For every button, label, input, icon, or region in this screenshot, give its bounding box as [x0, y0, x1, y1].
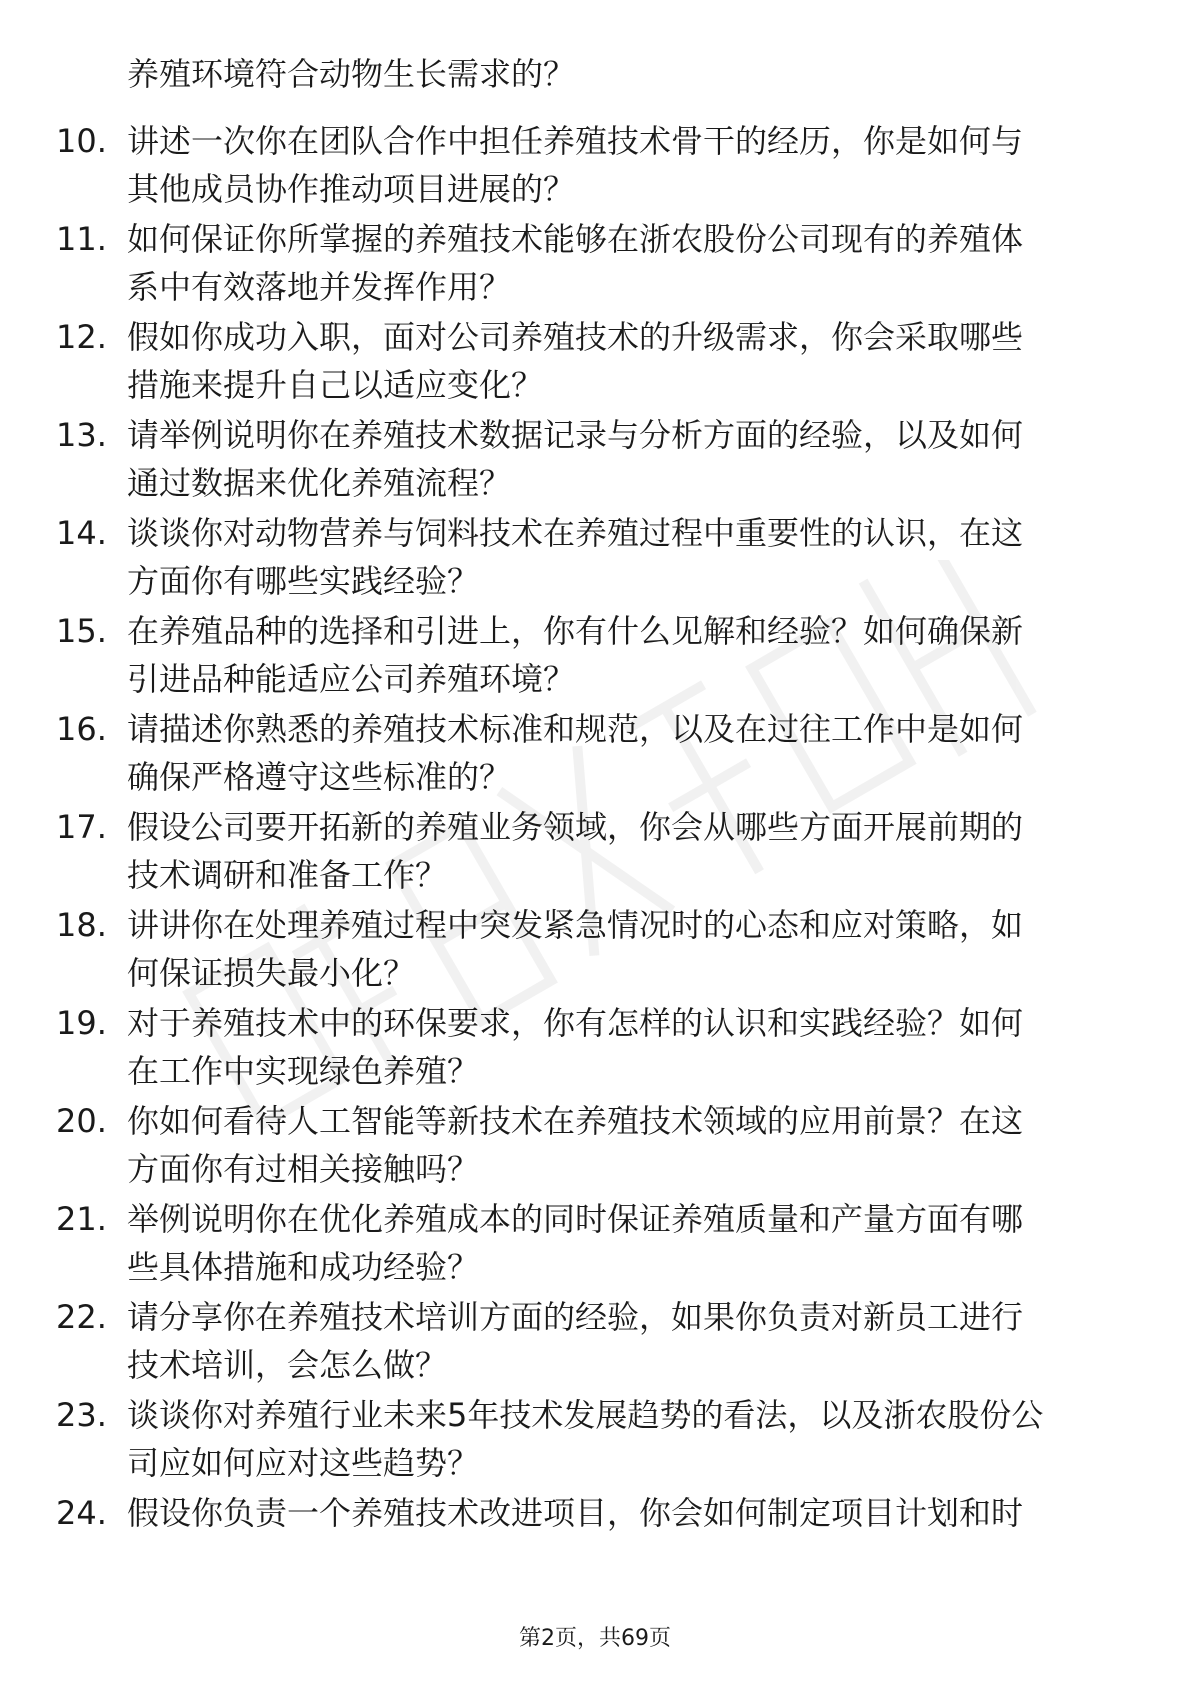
question-text: [127, 411, 1127, 507]
question-number: 19.: [56, 1004, 107, 1042]
question-item: [0, 1293, 1190, 1391]
question-text-line: 谈谈你对动物营养与饲料技术在养殖过程中重要性的认识，在这: [127, 514, 1024, 552]
question-text-line: 通过数据来优化养殖流程？: [127, 464, 512, 502]
question-text-line: 假设公司要开拓新的养殖业务领域，你会从哪些方面开展前期的: [127, 808, 1024, 846]
question-text-line: 确保严格遵守这些标准的？: [127, 758, 512, 796]
question-number: 14.: [56, 514, 107, 552]
page-footer: 第2页，共69页: [519, 1626, 671, 1651]
question-text-line: 假设你负责一个养殖技术改进项目，你会如何制定项目计划和时: [127, 1494, 1024, 1532]
question-text: [127, 1195, 1127, 1291]
question-text-line: 请描述你熟悉的养殖技术标准和规范，以及在过往工作中是如何: [127, 710, 1024, 748]
question-item: [0, 803, 1190, 901]
question-text: [127, 117, 1127, 213]
question-number: 15.: [56, 612, 107, 650]
question-text: [127, 901, 1127, 997]
question-text-line: 引进品种能适应公司养殖环境？: [127, 660, 576, 698]
question-text-line: 举例说明你在优化养殖成本的同时保证养殖质量和产量方面有哪: [127, 1200, 1024, 1238]
question-text: [127, 803, 1127, 899]
question-text: [127, 705, 1127, 801]
question-text-line: 在养殖品种的选择和引进上，你有什么见解和经验？如何确保新: [127, 612, 1024, 650]
continuation-text: 养殖环境符合动物生长需求的？: [127, 55, 576, 93]
question-item: [0, 215, 1190, 313]
question-text: [127, 1097, 1127, 1193]
question-text-line: 谈谈你对养殖行业未来5年技术发展趋势的看法，以及浙农股份公: [127, 1396, 1044, 1434]
question-number: 22.: [56, 1298, 107, 1336]
question-item: [0, 1195, 1190, 1293]
question-text-line: 请举例说明你在养殖技术数据记录与分析方面的经验，以及如何: [127, 416, 1024, 454]
question-number: 24.: [56, 1494, 107, 1532]
question-text-line: 如何保证你所掌握的养殖技术能够在浙农股份公司现有的养殖体: [127, 220, 1024, 258]
question-number: 16.: [56, 710, 107, 748]
question-item: [0, 411, 1190, 509]
question-text: [127, 313, 1127, 409]
question-number: 17.: [56, 808, 107, 846]
question-text: [127, 1293, 1127, 1389]
question-number: 11.: [56, 220, 107, 258]
question-number: 18.: [56, 906, 107, 944]
question-text: [127, 509, 1127, 605]
question-item: [0, 1391, 1190, 1489]
question-item: [0, 509, 1190, 607]
question-number: 12.: [56, 318, 107, 356]
question-item: [0, 1097, 1190, 1195]
question-text-line: 讲讲你在处理养殖过程中突发紧急情况时的心态和应对策略，如: [127, 906, 1024, 944]
question-text-line: 技术调研和准备工作？: [127, 856, 448, 894]
question-text-line: 何保证损失最小化？: [127, 954, 416, 992]
question-text-line: 你如何看待人工智能等新技术在养殖技术领域的应用前景？在这: [127, 1102, 1024, 1140]
question-text-line: 其他成员协作推动项目进展的？: [127, 170, 576, 208]
question-text: [127, 1489, 1127, 1537]
question-text-line: 讲述一次你在团队合作中担任养殖技术骨干的经历，你是如何与: [127, 122, 1024, 160]
question-text-line: 些具体措施和成功经验？: [127, 1248, 480, 1286]
question-item: [0, 117, 1190, 215]
question-text-line: 请分享你在养殖技术培训方面的经验，如果你负责对新员工进行: [127, 1298, 1024, 1336]
question-text-line: 措施来提升自己以适应变化？: [127, 366, 544, 404]
question-text-line: 司应如何应对这些趋势？: [127, 1444, 480, 1482]
question-text-line: 技术培训，会怎么做？: [127, 1346, 448, 1384]
question-item: [0, 313, 1190, 411]
question-number: 20.: [56, 1102, 107, 1140]
question-number: 21.: [56, 1200, 107, 1238]
question-text-line: 对于养殖技术中的环保要求，你有怎样的认识和实践经验？如何: [127, 1004, 1024, 1042]
question-number: 10.: [56, 122, 107, 160]
question-text-line: 方面你有哪些实践经验？: [127, 562, 480, 600]
question-text-line: 假如你成功入职，面对公司养殖技术的升级需求，你会采取哪些: [127, 318, 1024, 356]
question-item: [0, 607, 1190, 705]
question-item: [0, 901, 1190, 999]
question-text: [127, 999, 1127, 1095]
question-text: [127, 215, 1127, 311]
question-list: [0, 117, 1190, 1587]
question-number: 23.: [56, 1396, 107, 1434]
question-number: 13.: [56, 416, 107, 454]
question-item: [0, 999, 1190, 1097]
question-item: [0, 1489, 1190, 1587]
question-text-line: 系中有效落地并发挥作用？: [127, 268, 512, 306]
question-text: [127, 607, 1127, 703]
question-text-line: 方面你有过相关接触吗？: [127, 1150, 480, 1188]
question-text-line: 在工作中实现绿色养殖？: [127, 1052, 480, 1090]
question-item: [0, 705, 1190, 803]
question-text: [127, 1391, 1127, 1487]
